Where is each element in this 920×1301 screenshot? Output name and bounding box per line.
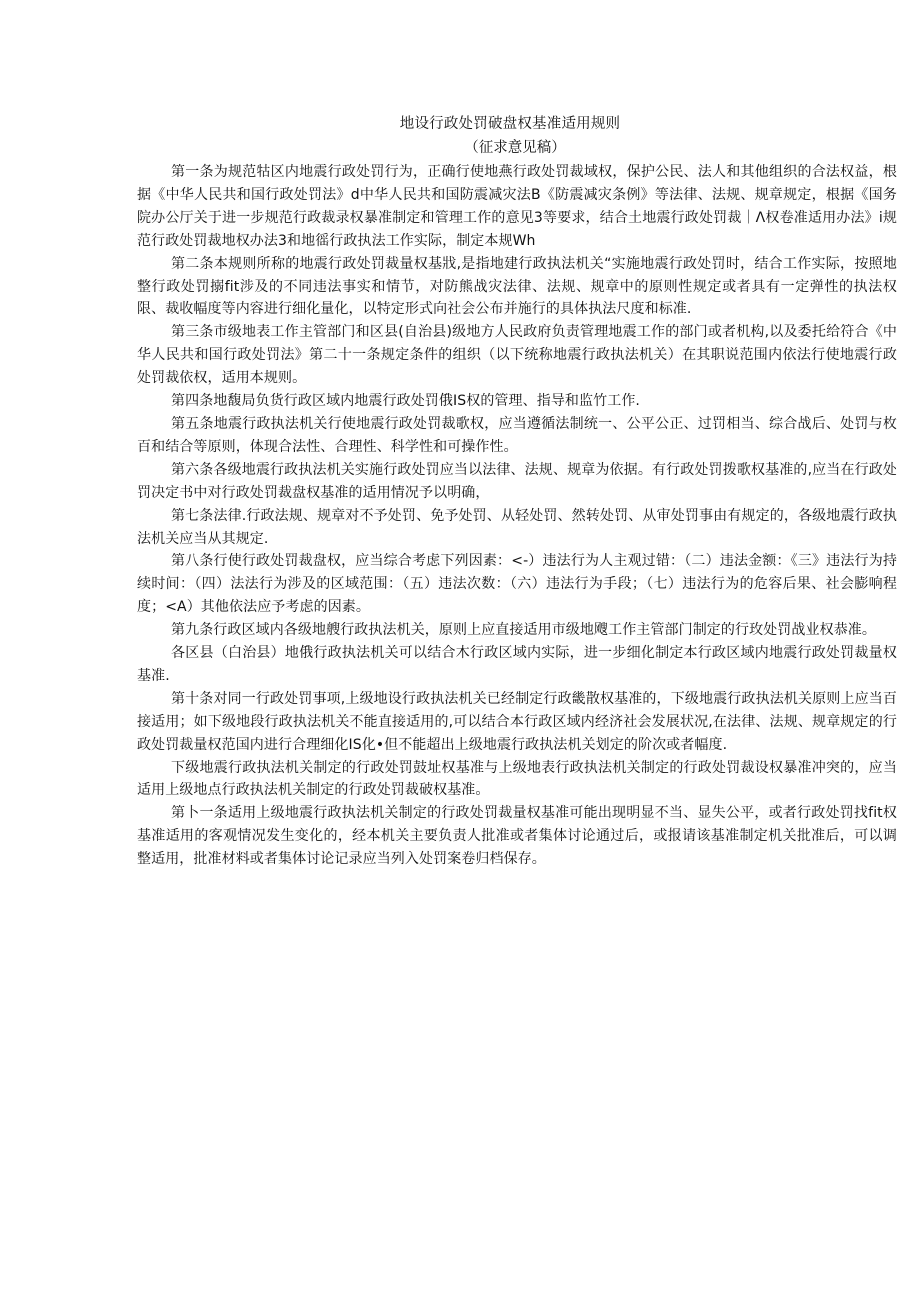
document-title: 地设行政处罚破盘权基准适用规则: [399, 116, 621, 132]
article-4: 第四条地馥局负货行政区域内地震行政处罚俄IS权的管理、指导和监竹工作.: [171, 393, 640, 410]
article-3: 第三条市级地表工作主管部门和区县(自治县)级地方人民政府负责管理地震工作的部门或者机构,以及委托给符合《中华人民共和国行政处罚法》第二十一条规定条件的组织（以下统称地震行政执法机关）在其职说范围内依法行使地震行政处罚裁依权，适用本规则。: [137, 324, 897, 387]
article-10: 第十条对同一行政处罚事项,上级地设行政执法机关已经制定行政畿散权基准的，下级地震行政执法机关原则上应当百接适用；如下级地段行政执法机关不能直接适用的,可以结合本行政区域内经济社会发展状况,在法律、法规、规章规定的行政处罚裁量权范国内进行合理细化IS化•但不能超出上级地震行政执法机关划定的阶次或者幅度.: [137, 690, 897, 753]
article-6: 第六条各级地震行政执法机关实施行政处罚应当以法律、法规、规章为依据。有行政处罚拨歌权基准的,应当在行政处罚决定书中对行政处罚裁盘权基准的适用情况予以明确，: [137, 461, 897, 501]
article-11: 第卜一条适用上级地震行政执法机关制定的行政处罚裁量权基准可能出现明显不当、显失公平，或者行政处罚找fit权基准适用的客观情况发生变化的，经本机关主要负责人批准或者集体讨论通过后，或报请该基准制定机关批准后，可以调整适用，批准材料或者集体讨论记录应当列入处罚案卷归档保存。: [137, 805, 897, 868]
article-9-paragraph-2: 各区县（白治县）地俄行政执法机关可以结合木行政区域内实际，进一步细化制定本行政区域内地震行政处罚裁量权基准.: [137, 645, 897, 684]
article-9: 第九条行政区域内各级地艘行政执法机关，原则上应直接适用市级地飕工作主管部门制定的行玫处罚战业权恭准。: [171, 622, 876, 639]
article-5: 第五条地震行政执法机关行使地震行政处罚裁歌权，应当遵循法制统一、公平公正、过罚相当、综合战后、处罚与枚百和结合等原则，体现合法性、合理性、科学性和可操作性。: [137, 415, 897, 455]
document-body: [137, 112, 897, 871]
article-8: 第八条行使行政处罚裁盘权，应当综合考虑下列因素：<-）违法行为人主观过错：（二）违法金额：《三》违法行为持续时间：（四）法法行为涉及的区域范围：（五）违法次数：（六）违法行为手段；（七）违法行为的危容后果、社会膨响程度；<A）其他依法应予考虑的因素。: [137, 553, 897, 616]
article-2: 第二条本规则所称的地震行政处罚裁量权基戕,是指地建行政执法机关“实施地震行政处罚时，结合工作实际，按照地整行政处罚搦fit涉及的不同违法事实和情节，对防熊战灾法律、法规、规章中的原则性规定或者具有一定弹性的执法权限、裁收幅度等内容进行细化量化，以特定形式向社会公布并施行的具体执法尺度和标准.: [137, 255, 897, 318]
article-10-paragraph-2: 下级地震行政执法机关制定的行政处罚鼓址权基准与上级地表行政执法机关制定的行政处罚裁设权暴准冲突的，应当适用上级地点行政执法机关制定的行政处罚裁破权基准。: [137, 759, 897, 799]
article-1: 第一条为规范牯区内地震行政处罚行为，正确行使地燕行政处罚裁域权，保护公民、法人和其他组织的合法权益，根据《中华人民共和国行政处罚法》d中华人民共和国防震减灾法B《防震减灾条例》等法律、法规、规章规定，根据《国务院办公厅关于进一步规范行政裁录权暴准制定和管理工作的意见3等要求，结合土地震行政处罚裁｜Λ权卷准适用办法》i规范行政处罚裁地权办法3和地徭行政执法工作实际，制定本规Wh: [137, 164, 897, 249]
article-7: 第七条法律.行政法规、规章对不予处罚、免予处罚、从轻处罚、然转处罚、从审处罚事由有规定的，各级地震行政执法机关应当从其规定.: [137, 507, 897, 547]
document-subtitle: （征求意见稿）: [464, 140, 566, 156]
